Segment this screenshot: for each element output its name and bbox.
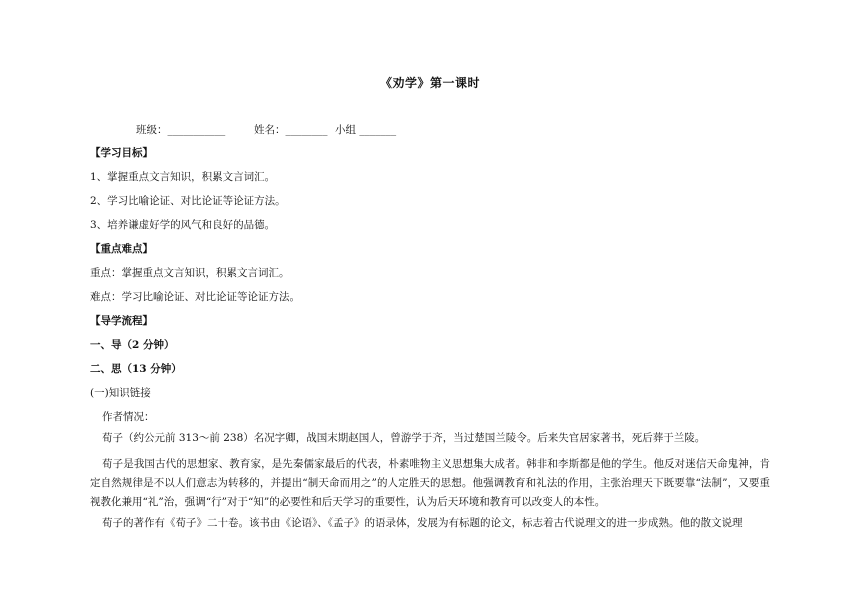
author-paragraph-2: 荀子是我国古代的思想家、教育家，是先秦儒家最后的代表，朴素唯物主义思想集大成者。韩非和李斯都是他的学生。他反对迷信天命鬼神，肯定自然规律是不以人们意志为转移的，并提出“制天命而用之”的人定胜天的思想。他强调教育和礼法的作用，主张治理天下既要靠“法制”，又要重视教化兼用“礼”治，强调“行”对于“知”的必要性和后天学习的重要性，认为后天环境和教育可以改变人的本性。 <box>90 458 770 508</box>
name-field-label: 姓名：________ <box>254 124 328 136</box>
class-field-label: 班级：___________ <box>136 124 226 136</box>
step-think: 二、思（13 分钟） <box>90 363 182 375</box>
knowledge-link-heading: (一)知识链接 <box>90 387 151 399</box>
author-label: 作者情况： <box>102 411 155 423</box>
goals-header: 【学习目标】 <box>90 147 153 159</box>
author-paragraph-1: 荀子（约公元前 313～前 238）名况字卿，战国末期赵国人，曾游学于齐，当过楚国兰陵令。后来失官居家著书，死后葬于兰陵。 <box>102 432 706 444</box>
goal-item-1: 1、掌握重点文言知识，积累文言词汇。 <box>90 171 276 183</box>
goal-item-3: 3、培养谦虚好学的风气和良好的品德。 <box>90 219 276 231</box>
key-difficult-header: 【重点难点】 <box>90 243 153 255</box>
step-guide: 一、导（2 分钟） <box>90 339 175 351</box>
goal-item-2: 2、学习比喻论证、对比论证等论证方法。 <box>90 195 286 207</box>
flow-header: 【导学流程】 <box>90 315 153 327</box>
page-title: 《劝学》第一课时 <box>379 76 480 90</box>
group-field-label: 小组 _______ <box>335 124 397 136</box>
key-point: 重点：掌握重点文言知识，积累文言词汇。 <box>90 267 290 279</box>
difficult-point: 难点：学习比喻论证、对比论证等论证方法。 <box>90 291 300 303</box>
author-paragraph-3: 荀子的著作有《荀子》二十卷。该书由《论语》、《孟子》的语录体，发展为有标题的论文，标志着古代说理文的进一步成熟。他的散文说理 <box>102 517 743 529</box>
